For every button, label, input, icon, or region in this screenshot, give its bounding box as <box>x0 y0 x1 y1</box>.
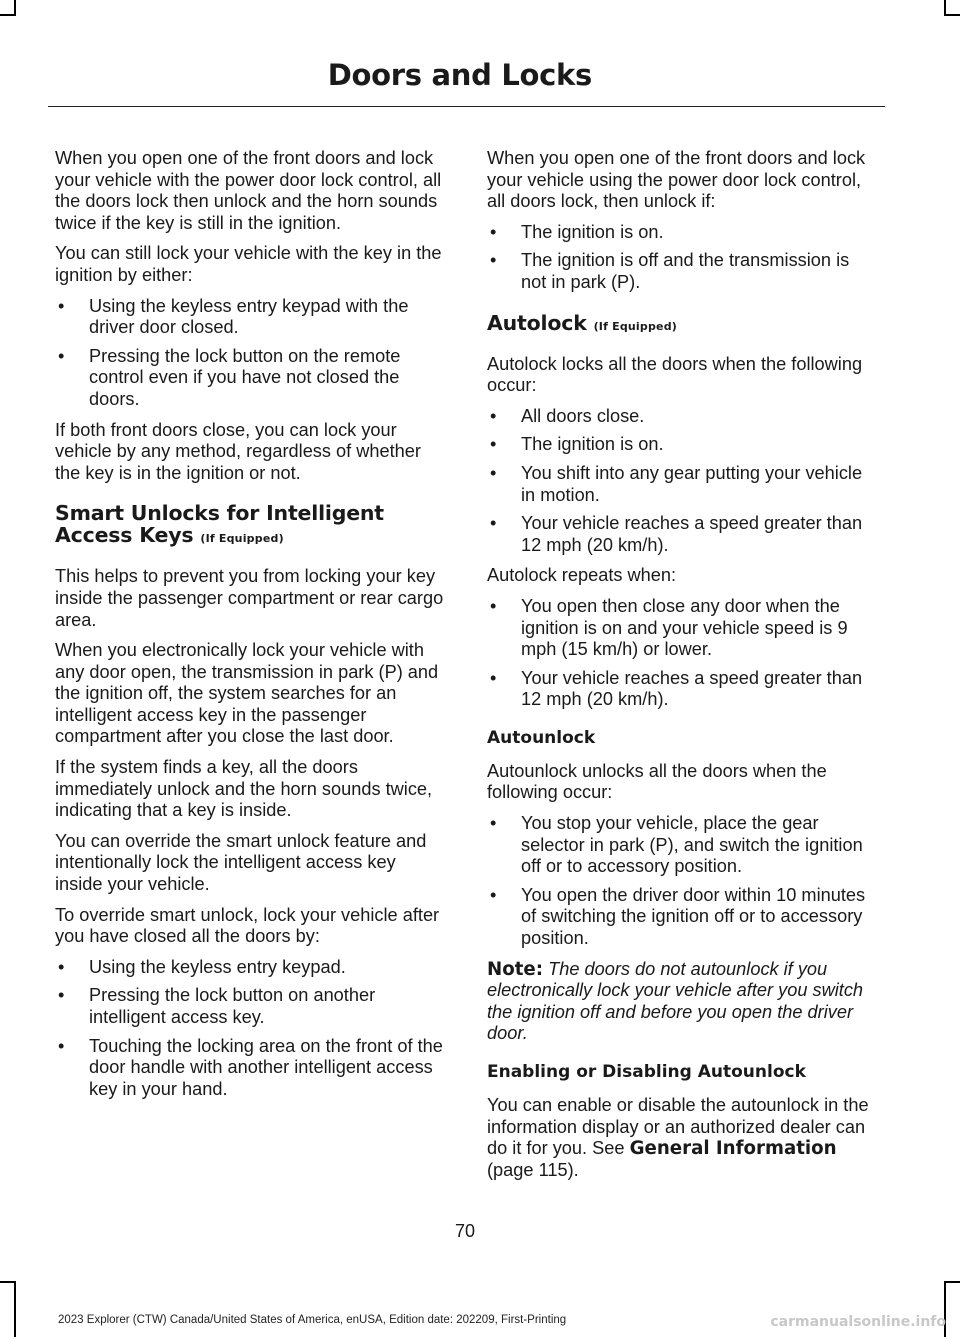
crop-mark-top-right-h <box>944 14 960 16</box>
list-item: • You open the driver door within 10 minutes of switching the ignition off or to accessory position. <box>487 885 879 950</box>
general-information-link[interactable]: General Information <box>629 1138 837 1160</box>
list-item: • Your vehicle reaches a speed greater than 12 mph (20 km/h). <box>487 668 879 711</box>
list-item: • Using the keyless entry keypad. <box>55 957 447 979</box>
note-text: The doors do not autounlock if you electronically lock your vehicle after you switch the ignition off and before you open the driver door. <box>487 958 864 1044</box>
list-item: • Using the keyless entry keypad with the driver door closed. <box>55 296 447 339</box>
page-title: Doors and Locks <box>327 58 592 92</box>
list-item: • Pressing the lock button on the remote control even if you have not closed the doors. <box>55 346 447 411</box>
paragraph: Autounlock unlocks all the doors when the following occur: <box>487 760 827 803</box>
paragraph: Autolock locks all the doors when the following occur: <box>487 353 863 396</box>
page-number: 70 <box>454 1221 476 1241</box>
note-label: Note: <box>487 958 544 980</box>
list-item: • Touching the locking area on the front of the door handle with another intelligent access key in your hand. <box>55 1036 447 1101</box>
left-column <box>55 148 447 1109</box>
bullet-list <box>55 957 447 1101</box>
list-item: • All doors close. <box>487 406 879 428</box>
if-equipped-tag: (If Equipped) <box>593 319 678 333</box>
subheading-enabling-autounlock: Enabling or Disabling Autounlock <box>487 1062 806 1082</box>
list-item: • Pressing the lock button on another intelligent access key. <box>55 985 447 1028</box>
header-divider <box>48 106 885 107</box>
bullet-list <box>487 813 879 950</box>
paragraph: If the system finds a key, all the doors immediately unlock and the horn sounds twice, indicating that a key is inside. <box>55 757 433 821</box>
bullet-list <box>487 406 879 557</box>
paragraph: To override smart unlock, lock your vehicle after you have closed all the doors by: <box>55 904 440 947</box>
paragraph: Autolock repeats when: <box>487 565 677 586</box>
list-item: • You open then close any door when the ignition is on and your vehicle speed is 9 mph (15 km/h) or lower. <box>487 596 879 661</box>
crop-mark-bottom-right-h <box>944 1281 960 1283</box>
list-item: • The ignition is on. <box>487 222 879 244</box>
section-heading-smart-unlocks: Smart Unlocks for Intelligent Access Keys (If Equipped) <box>55 501 384 548</box>
crop-mark-bottom-left <box>14 1281 16 1337</box>
paragraph: You can still lock your vehicle with the key in the ignition by either: <box>55 243 442 285</box>
watermark: carmanualsonline.info <box>770 1314 946 1330</box>
subheading-autounlock: Autounlock <box>487 727 596 748</box>
bullet-list <box>55 296 447 411</box>
note <box>487 959 879 1045</box>
paragraph: You can override the smart unlock feature and intentionally lock the intelligent access key inside your vehicle. <box>55 830 427 895</box>
list-item: • You shift into any gear putting your vehicle in motion. <box>487 463 879 506</box>
footer-edition-info: 2023 Explorer (CTW) Canada/United States of America, enUSA, Edition date: 202209, First-Printing <box>58 1314 567 1326</box>
list-item: • You stop your vehicle, place the gear selector in park (P), and switch the ignition off or to accessory position. <box>487 813 879 878</box>
list-item: • The ignition is off and the transmission is not in park (P). <box>487 250 879 293</box>
if-equipped-tag: (If Equipped) <box>200 532 284 546</box>
bullet-list <box>487 596 879 711</box>
paragraph: When you open one of the front doors and lock your vehicle with the power door lock control, all the doors lock then unlock and the horn sounds twice if the key is still in the ignition. <box>55 148 442 233</box>
paragraph: When you open one of the front doors and lock your vehicle using the power door lock control, all doors lock, then unlock if: <box>487 148 866 212</box>
paragraph: If both front doors close, you can lock your vehicle by any method, regardless of whether the key is in the ignition or not. <box>55 419 421 483</box>
section-heading-autolock: Autolock (If Equipped) <box>487 310 678 335</box>
crop-mark-top-left-h <box>0 14 16 16</box>
paragraph: You can enable or disable the autounlock in the information display or an authorized dealer can do it for you. See General Information (page 115). <box>487 1095 869 1180</box>
right-column <box>487 148 879 1190</box>
list-item: • Your vehicle reaches a speed greater than 12 mph (20 km/h). <box>487 513 879 556</box>
paragraph: When you electronically lock your vehicle with any door open, the transmission in park (P) and the ignition off, the system searches for an intelligent access key in the passenger compartment after you close the last door. <box>55 640 439 747</box>
list-item: • The ignition is on. <box>487 434 879 456</box>
crop-mark-bottom-left-h <box>0 1281 16 1283</box>
paragraph: This helps to prevent you from locking your key inside the passenger compartment or rear cargo area. <box>55 566 444 630</box>
bullet-list <box>487 222 879 294</box>
